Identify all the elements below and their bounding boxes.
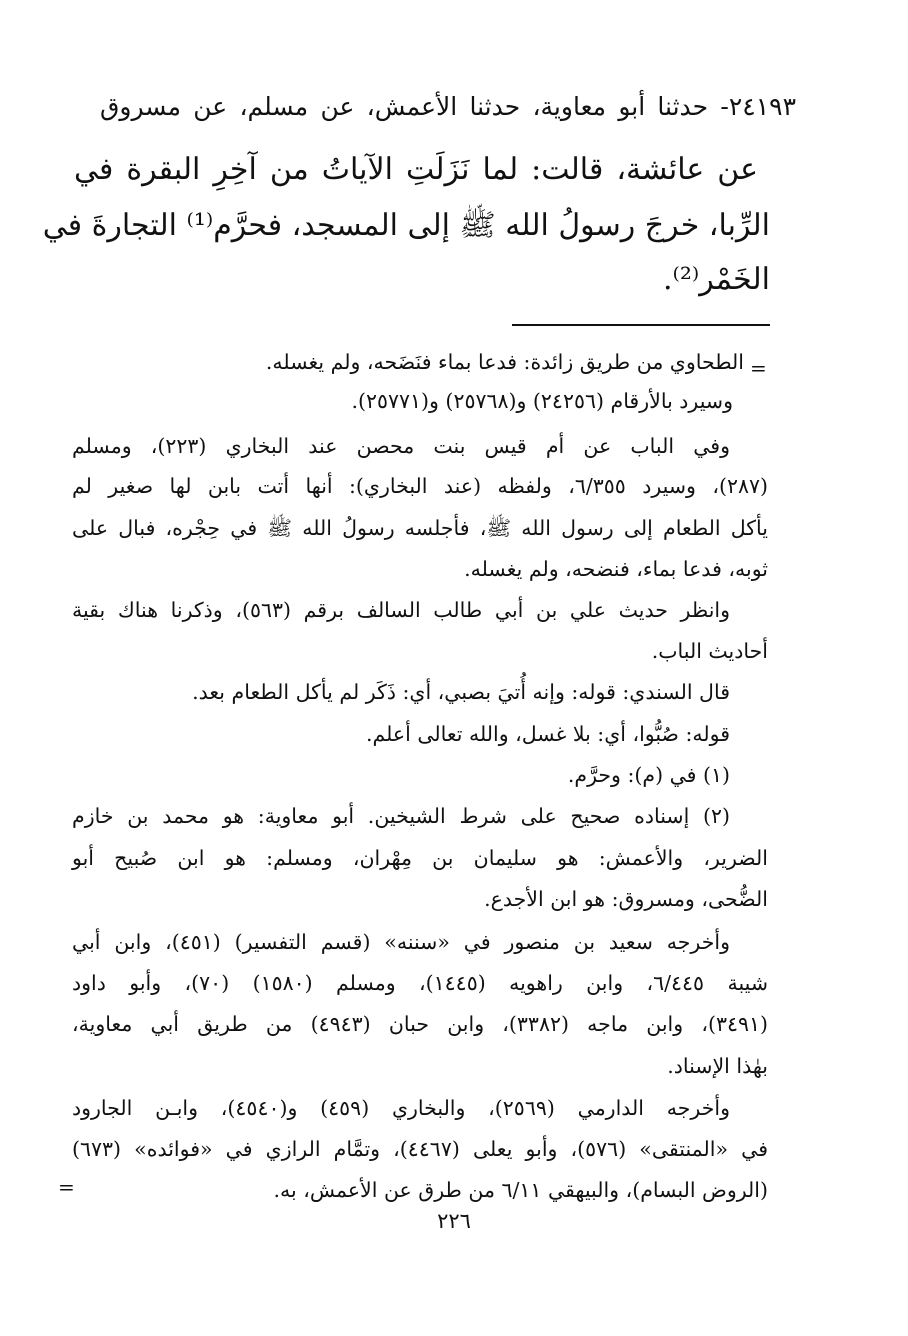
footnote-line: (١) في (م): وحرَّم. [567, 763, 730, 787]
footnote-line: الضُّحى، ومسروق: هو ابن الأجدع. [484, 887, 768, 911]
hadith-line-3: الرِّبا، خرجَ رسولُ الله ﷺ إلى المسجد، فحرَّم⁽¹⁾ التجارةَ في [42, 208, 770, 243]
footnote-line: شيبة ٦/٤٤٥، وابن راهويه (١٤٤٥)، ومسلم (١٥٨٠) (٧٠)، وأبو داود [72, 971, 768, 995]
footnote-separator [512, 324, 770, 326]
footnote-line: وفي الباب عن أم قيس بنت محصن عند البخاري (٢٢٣)، ومسلم [72, 434, 730, 458]
footnote-line: قوله: صُبُّوا، أي: بلا غسل، والله تعالى أعلم. [365, 722, 730, 746]
footnote-line: (٣٤٩١)، وابن ماجه (٣٣٨٢)، وابن حبان (٤٩٤٣) من طريق أبي معاوية، [72, 1012, 768, 1036]
hadith-line-1: ٢٤١٩٣- حدثنا أبو معاوية، حدثنا الأعمش، عن مسلم، عن مسروق [100, 92, 796, 121]
footnote-line: وانظر حديث علي بن أبي طالب السالف برقم (٥٦٣)، وذكرنا هناك بقية [72, 598, 730, 622]
footnote-line: الطحاوي من طريق زائدة: فدعا بماء فنَضَحه، ولم يغسله. [265, 350, 744, 374]
footnote-line: الضرير، والأعمش: هو سليمان بن مِهْران، ومسلم: هو ابن صُبيح أبو [72, 846, 768, 870]
footnote-line: وأخرجه الدارمي (٢٥٦٩)، والبخاري (٤٥٩) و(٤٥٤٠)، وابـن الجارود [72, 1096, 730, 1120]
footnote-line: (٢) إسناده صحيح على شرط الشيخين. أبو معاوية: هو محمد بن خازم [72, 804, 730, 828]
footnote-line: قال السندي: قوله: وإنه أُتيَ بصبي، أي: ذَكَر لم يأكل الطعام بعد. [192, 680, 730, 704]
footnote-line: في «المنتقى» (٥٧٦)، وأبو يعلى (٤٤٦٧)، وتمَّام الرازي في «فوائده» (٦٧٣) [72, 1137, 769, 1161]
footnote-line: يأكل الطعام إلى رسول الله ﷺ، فأجلسه رسولُ الله ﷺ في حِجْره، فبال على [72, 516, 768, 540]
footnote-line: ثوبه، فدعا بماء، فنضحه، ولم يغسله. [464, 557, 768, 581]
hadith-line-2: عن عائشة، قالت: لما نَزَلَتِ الآياتُ من آخِرِ البقرة في [74, 152, 758, 187]
footnote-line: بهٰذا الإسناد. [667, 1054, 768, 1078]
footnote-line: (٢٨٧)، وسيرد ٦/٣٥٥، ولفظه (عند البخاري): أنها أتت بابن لها صغير لم [72, 474, 768, 498]
footnote-continued-mark: = [58, 1175, 75, 1199]
footnote-line: وأخرجه سعيد بن منصور في «سننه» (قسم التفسير) (٤٥١)، وابن أبي [72, 930, 730, 954]
page-number: ٢٢٦ [437, 1209, 471, 1233]
hadith-line-4: الخَمْر⁽²⁾. [662, 262, 770, 297]
footnote-line: وسيرد بالأرقام (٢٤٢٥٦) و(٢٥٧٦٨) و(٢٥٧٧١). [351, 389, 733, 413]
footnote-line: أحاديث الباب. [651, 639, 768, 663]
footnote-line: (الروض البسام)، والبيهقي ٦/١١ من طرق عن الأعمش، به. [273, 1178, 768, 1202]
footnote-continuation-mark: = [750, 356, 767, 380]
